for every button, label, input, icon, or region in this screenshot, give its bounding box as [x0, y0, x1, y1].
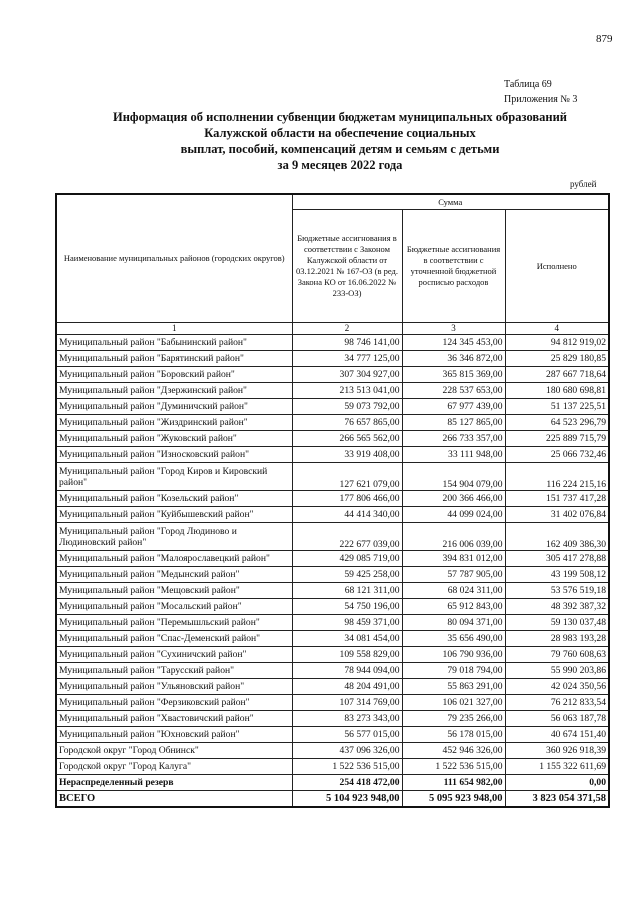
row-col3: 35 656 490,00 [402, 631, 505, 647]
row-name: Муниципальный район "Куйбышевский район" [56, 507, 292, 523]
row-col3: 365 815 369,00 [402, 367, 505, 383]
column-number: 4 [505, 323, 609, 335]
row-col4: 43 199 508,12 [505, 567, 609, 583]
row-col4: 25 829 180,85 [505, 351, 609, 367]
title-line: Информация об исполнении субвенции бюджетам муниципальных образований [113, 110, 567, 124]
row-col4: 42 024 350,56 [505, 679, 609, 695]
row-col3: 106 790 936,00 [402, 647, 505, 663]
header-col3: Бюджетные ассигнования в соответствии с уточненной бюджетной росписью расходов [402, 210, 505, 323]
row-col3: 216 006 039,00 [402, 523, 505, 551]
table-number: Таблица 69 [504, 79, 552, 90]
column-number: 2 [292, 323, 402, 335]
row-name: Муниципальный район "Мосальский район" [56, 599, 292, 615]
row-col4: 40 674 151,40 [505, 727, 609, 743]
row-col2: 34 777 125,00 [292, 351, 402, 367]
row-col3: 394 831 012,00 [402, 551, 505, 567]
row-name: Муниципальный район "Спас-Деменский район" [56, 631, 292, 647]
row-col2: 109 558 829,00 [292, 647, 402, 663]
row-col2: 59 073 792,00 [292, 399, 402, 415]
table-row [56, 583, 609, 599]
row-col2: 266 565 562,00 [292, 431, 402, 447]
table-row [56, 399, 609, 415]
row-name: Муниципальный район "Думиничский район" [56, 399, 292, 415]
row-col2: 222 677 039,00 [292, 523, 402, 551]
total-row [56, 791, 609, 808]
row-col3: 79 235 266,00 [402, 711, 505, 727]
table-row [56, 351, 609, 367]
header-col4: Исполнено [505, 210, 609, 323]
row-col3: 106 021 327,00 [402, 695, 505, 711]
row-col3: 68 024 311,00 [402, 583, 505, 599]
row-col2: 59 425 258,00 [292, 567, 402, 583]
row-name: Муниципальный район "Перемышльский район" [56, 615, 292, 631]
table-row [56, 463, 609, 491]
row-col2: 34 081 454,00 [292, 631, 402, 647]
row-col4: 25 066 732,46 [505, 447, 609, 463]
row-col2: 1 522 536 515,00 [292, 759, 402, 775]
table-label [504, 77, 577, 107]
title-line: выплат, пособий, компенсаций детям и семьям с детьми [180, 142, 500, 156]
row-col4: 51 137 225,51 [505, 399, 609, 415]
row-col4: 28 983 193,28 [505, 631, 609, 647]
table-row [56, 743, 609, 759]
row-col4: 305 417 278,88 [505, 551, 609, 567]
row-name: Муниципальный район "Сухиничский район" [56, 647, 292, 663]
total-col3: 5 095 923 948,00 [402, 791, 505, 808]
row-col2: 127 621 079,00 [292, 463, 402, 491]
table-row [56, 335, 609, 351]
total-col4: 3 823 054 371,58 [505, 791, 609, 808]
row-col2: 76 657 865,00 [292, 415, 402, 431]
row-col3: 67 977 439,00 [402, 399, 505, 415]
row-name: Муниципальный район "Тарусский район" [56, 663, 292, 679]
appendix-label: Приложения № 3 [504, 94, 578, 105]
document-title [60, 109, 620, 173]
table-row [56, 447, 609, 463]
table-row [56, 727, 609, 743]
row-col2: 33 919 408,00 [292, 447, 402, 463]
table-row [56, 551, 609, 567]
row-col2: 307 304 927,00 [292, 367, 402, 383]
row-col3: 56 178 015,00 [402, 727, 505, 743]
row-col2: 68 121 311,00 [292, 583, 402, 599]
row-col4: 180 680 698,81 [505, 383, 609, 399]
row-col4: 1 155 322 611,69 [505, 759, 609, 775]
row-col3: 79 018 794,00 [402, 663, 505, 679]
table-row [56, 679, 609, 695]
row-col2: 107 314 769,00 [292, 695, 402, 711]
table-row [56, 695, 609, 711]
row-name: Муниципальный район "Мещовский район" [56, 583, 292, 599]
column-number: 1 [56, 323, 292, 335]
row-col3: 124 345 453,00 [402, 335, 505, 351]
row-col2: 177 806 466,00 [292, 491, 402, 507]
row-col4: 162 409 386,30 [505, 523, 609, 551]
reserve-col2: 254 418 472,00 [292, 775, 402, 791]
row-col4: 53 576 519,18 [505, 583, 609, 599]
row-name: Муниципальный район "Износковский район" [56, 447, 292, 463]
row-col2: 429 085 719,00 [292, 551, 402, 567]
row-col4: 116 224 215,16 [505, 463, 609, 491]
row-col2: 56 577 015,00 [292, 727, 402, 743]
row-name: Муниципальный район "Ферзиковский район" [56, 695, 292, 711]
reserve-col4: 0,00 [505, 775, 609, 791]
row-name: Муниципальный район "Город Людиново и Людиновский район" [56, 523, 292, 551]
row-name: Муниципальный район "Медынский район" [56, 567, 292, 583]
title-line: за 9 месяцев 2022 года [277, 158, 403, 172]
row-name: Муниципальный район "Бабынинский район" [56, 335, 292, 351]
row-col3: 57 787 905,00 [402, 567, 505, 583]
row-col4: 56 063 187,78 [505, 711, 609, 727]
reserve-name: Нераспределенный резерв [56, 775, 292, 791]
table-body [56, 335, 609, 775]
row-col3: 44 099 024,00 [402, 507, 505, 523]
row-name: Муниципальный район "Юхновский район" [56, 727, 292, 743]
row-col2: 44 414 340,00 [292, 507, 402, 523]
row-col2: 48 204 491,00 [292, 679, 402, 695]
row-name: Муниципальный район "Боровский район" [56, 367, 292, 383]
row-col4: 31 402 076,84 [505, 507, 609, 523]
row-col3: 55 863 291,00 [402, 679, 505, 695]
row-name: Муниципальный район "Жуковский район" [56, 431, 292, 447]
table-row [56, 507, 609, 523]
total-col2: 5 104 923 948,00 [292, 791, 402, 808]
execution-table [55, 193, 610, 808]
table-row [56, 759, 609, 775]
page-number: 879 [596, 33, 613, 45]
table-row [56, 491, 609, 507]
table-row [56, 367, 609, 383]
row-col3: 200 366 466,00 [402, 491, 505, 507]
title-line: Калужской области на обеспечение социальных [204, 126, 476, 140]
row-col4: 225 889 715,79 [505, 431, 609, 447]
row-col4: 48 392 387,32 [505, 599, 609, 615]
table-row [56, 647, 609, 663]
table-row [56, 431, 609, 447]
row-col3: 452 946 326,00 [402, 743, 505, 759]
row-name: Муниципальный район "Козельский район" [56, 491, 292, 507]
row-name: Муниципальный район "Дзержинский район" [56, 383, 292, 399]
row-col3: 85 127 865,00 [402, 415, 505, 431]
row-col3: 266 733 357,00 [402, 431, 505, 447]
row-col3: 228 537 653,00 [402, 383, 505, 399]
table-row [56, 599, 609, 615]
row-name: Муниципальный район "Малоярославецкий район" [56, 551, 292, 567]
row-name: Муниципальный район "Хвастовичский район" [56, 711, 292, 727]
row-col3: 65 912 843,00 [402, 599, 505, 615]
row-col4: 79 760 608,63 [505, 647, 609, 663]
row-col4: 287 667 718,64 [505, 367, 609, 383]
header-sum: Сумма [292, 194, 609, 210]
table-row [56, 711, 609, 727]
row-col2: 54 750 196,00 [292, 599, 402, 615]
column-number: 3 [402, 323, 505, 335]
row-col3: 154 904 079,00 [402, 463, 505, 491]
units-label: рублей [570, 179, 597, 189]
table-row [56, 415, 609, 431]
row-col2: 78 944 094,00 [292, 663, 402, 679]
row-col2: 83 273 343,00 [292, 711, 402, 727]
table-row [56, 663, 609, 679]
row-col4: 360 926 918,39 [505, 743, 609, 759]
reserve-row [56, 775, 609, 791]
row-col4: 151 737 417,28 [505, 491, 609, 507]
row-col4: 55 990 203,86 [505, 663, 609, 679]
row-col4: 76 212 833,54 [505, 695, 609, 711]
table-row [56, 523, 609, 551]
row-col3: 33 111 948,00 [402, 447, 505, 463]
row-col2: 213 513 041,00 [292, 383, 402, 399]
table-row [56, 631, 609, 647]
row-col4: 59 130 037,48 [505, 615, 609, 631]
row-col3: 36 346 872,00 [402, 351, 505, 367]
table-row [56, 567, 609, 583]
table-row [56, 383, 609, 399]
table-row [56, 615, 609, 631]
row-col2: 437 096 326,00 [292, 743, 402, 759]
row-name: Муниципальный район "Ульяновский район" [56, 679, 292, 695]
row-name: Муниципальный район "Барятинский район" [56, 351, 292, 367]
header-col2: Бюджетные ассигнования в соответствии с Законом Калужской области от 03.12.2021 № 167-ОЗ (в ред. Закона КО от 16.06.2022 № 233-ОЗ) [292, 210, 402, 323]
row-name: Муниципальный район "Жиздринский район" [56, 415, 292, 431]
row-col3: 80 094 371,00 [402, 615, 505, 631]
reserve-col3: 111 654 982,00 [402, 775, 505, 791]
row-col4: 94 812 919,02 [505, 335, 609, 351]
row-col4: 64 523 296,79 [505, 415, 609, 431]
row-col2: 98 459 371,00 [292, 615, 402, 631]
row-col2: 98 746 141,00 [292, 335, 402, 351]
row-name: Городской округ "Город Калуга" [56, 759, 292, 775]
row-name: Городской округ "Город Обнинск" [56, 743, 292, 759]
row-name: Муниципальный район "Город Киров и Кировский район" [56, 463, 292, 491]
row-col3: 1 522 536 515,00 [402, 759, 505, 775]
total-name: ВСЕГО [56, 791, 292, 808]
header-name: Наименование муниципальных районов (городских округов) [56, 194, 292, 323]
